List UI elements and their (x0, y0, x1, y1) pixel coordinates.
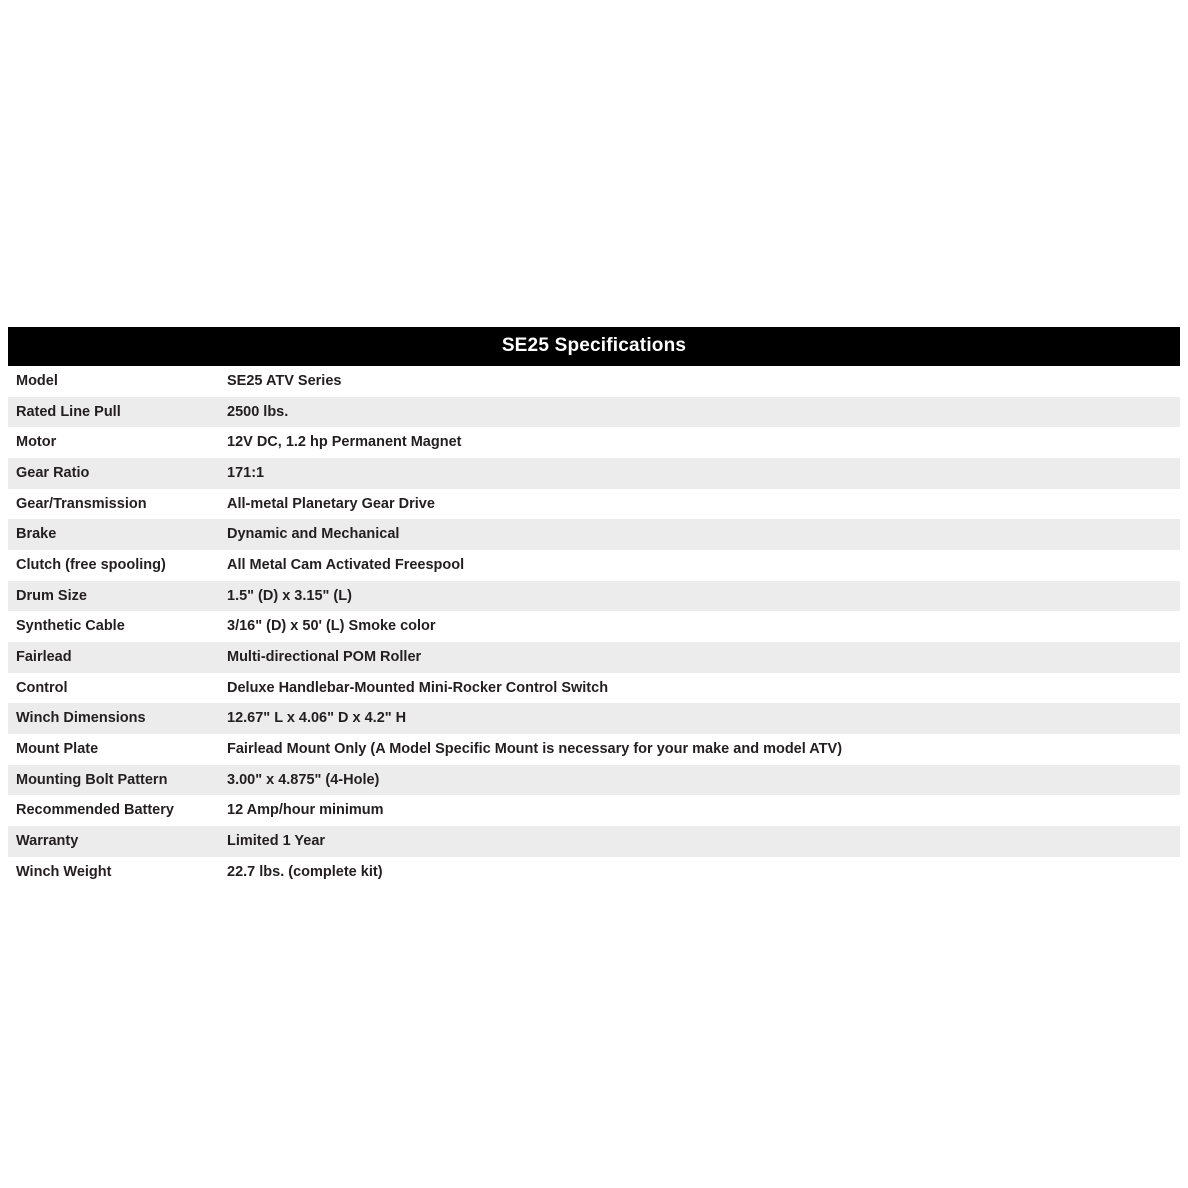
row-label: Winch Dimensions (8, 703, 218, 734)
table-row (8, 826, 1180, 857)
row-value: 12.67" L x 4.06" D x 4.2" H (218, 703, 1180, 734)
row-label: Model (8, 366, 218, 397)
specifications-table (8, 327, 1180, 887)
table-row (8, 857, 1180, 888)
row-label: Control (8, 673, 218, 704)
row-value: Fairlead Mount Only (A Model Specific Mount is necessary for your make and model ATV) (218, 734, 1180, 765)
row-value: Dynamic and Mechanical (218, 519, 1180, 550)
table-row (8, 458, 1180, 489)
row-value: Limited 1 Year (218, 826, 1180, 857)
row-label: Gear/Transmission (8, 489, 218, 520)
table-row (8, 427, 1180, 458)
table-row (8, 673, 1180, 704)
table-row (8, 581, 1180, 612)
table-row (8, 489, 1180, 520)
row-label: Rated Line Pull (8, 397, 218, 428)
row-label: Drum Size (8, 581, 218, 612)
row-value: All-metal Planetary Gear Drive (218, 489, 1180, 520)
table-row (8, 397, 1180, 428)
table-row (8, 550, 1180, 581)
row-value: 3/16" (D) x 50' (L) Smoke color (218, 611, 1180, 642)
row-label: Winch Weight (8, 857, 218, 888)
row-value: Deluxe Handlebar-Mounted Mini-Rocker Control Switch (218, 673, 1180, 704)
row-label: Motor (8, 427, 218, 458)
row-label: Mount Plate (8, 734, 218, 765)
table-row (8, 611, 1180, 642)
row-value: 2500 lbs. (218, 397, 1180, 428)
table-row (8, 642, 1180, 673)
row-value: 22.7 lbs. (complete kit) (218, 857, 1180, 888)
row-value: 12V DC, 1.2 hp Permanent Magnet (218, 427, 1180, 458)
row-label: Recommended Battery (8, 795, 218, 826)
row-value: 12 Amp/hour minimum (218, 795, 1180, 826)
row-label: Mounting Bolt Pattern (8, 765, 218, 796)
table-row (8, 703, 1180, 734)
table-row (8, 734, 1180, 765)
table-row (8, 519, 1180, 550)
row-label: Synthetic Cable (8, 611, 218, 642)
table-row (8, 765, 1180, 796)
table-title: SE25 Specifications (8, 327, 1180, 366)
table-body (8, 366, 1180, 887)
row-label: Warranty (8, 826, 218, 857)
table-row (8, 366, 1180, 397)
row-value: 3.00" x 4.875" (4-Hole) (218, 765, 1180, 796)
row-value: All Metal Cam Activated Freespool (218, 550, 1180, 581)
row-label: Clutch (free spooling) (8, 550, 218, 581)
row-label: Gear Ratio (8, 458, 218, 489)
table-row (8, 795, 1180, 826)
row-value: 171:1 (218, 458, 1180, 489)
row-value: 1.5" (D) x 3.15" (L) (218, 581, 1180, 612)
row-value: SE25 ATV Series (218, 366, 1180, 397)
row-label: Brake (8, 519, 218, 550)
row-label: Fairlead (8, 642, 218, 673)
row-value: Multi-directional POM Roller (218, 642, 1180, 673)
